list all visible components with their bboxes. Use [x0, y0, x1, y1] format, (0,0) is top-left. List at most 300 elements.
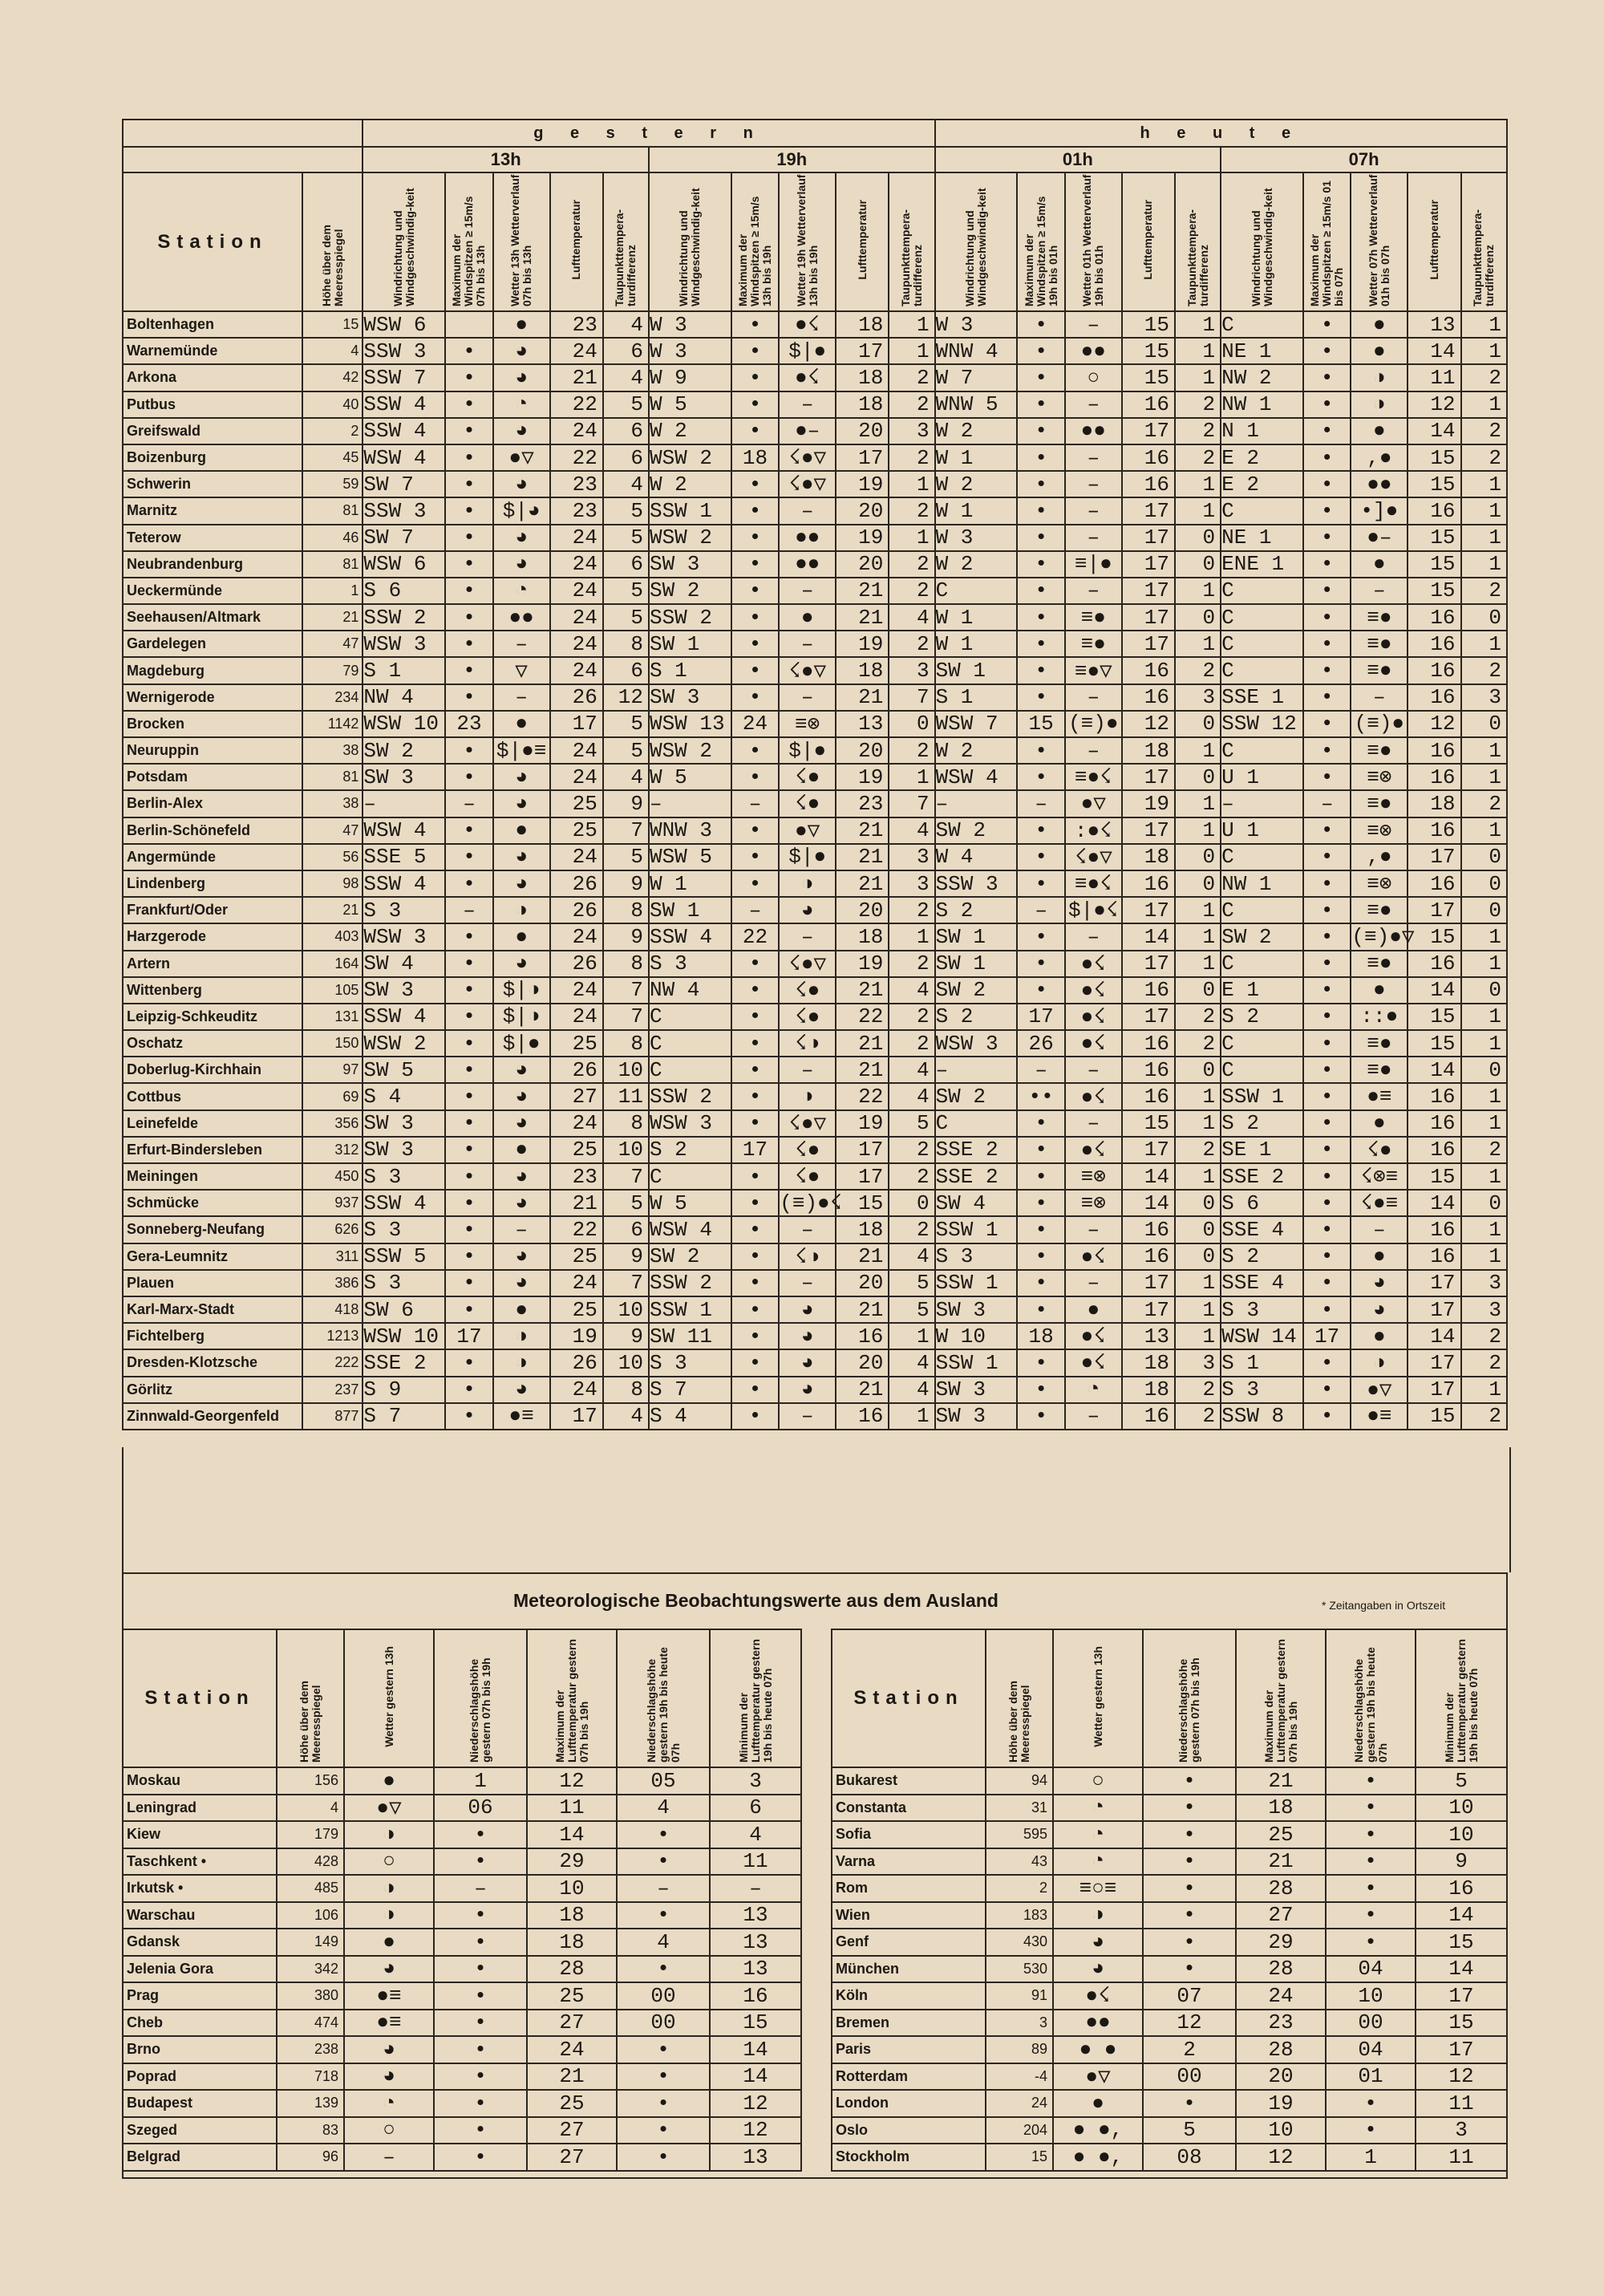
- table-cell: Zinnwald-Georgenfeld: [123, 1403, 302, 1430]
- table-cell: •: [731, 471, 779, 497]
- table-cell: ◔: [1065, 1377, 1122, 1403]
- table-cell: 403: [302, 923, 363, 950]
- table-cell: •: [445, 391, 492, 418]
- table-cell: 56: [302, 844, 363, 870]
- table-cell: 24: [550, 418, 603, 444]
- table-cell: •: [1303, 1057, 1351, 1083]
- table-cell: ☇⊗≡: [1351, 1163, 1408, 1190]
- table-cell: 5: [603, 1190, 649, 1216]
- table-cell: Wittenberg: [123, 977, 302, 1004]
- table-cell: 21: [836, 870, 889, 897]
- table-cell: ○: [344, 2117, 434, 2144]
- table-cell: •: [1017, 525, 1064, 551]
- table-cell: •: [1017, 844, 1064, 870]
- table-cell: ◕: [493, 1057, 550, 1083]
- table-row: [123, 1057, 1507, 1083]
- table-cell: 4: [889, 1083, 934, 1109]
- table-cell: 15: [710, 2010, 801, 2037]
- table-cell: SSE 2: [363, 1349, 445, 1376]
- table-cell: 0: [1461, 977, 1507, 1004]
- table-cell: WSW 4: [363, 444, 445, 471]
- table-cell: 25: [527, 2090, 617, 2117]
- table-cell: 1: [889, 1323, 934, 1349]
- table-cell: 22: [731, 923, 779, 950]
- table-cell: 4: [603, 1403, 649, 1430]
- table-cell: •: [1303, 1004, 1351, 1030]
- col-taupunkt-01h: Taupunkttempera-turdifferenz: [1185, 209, 1210, 306]
- table-cell: 19: [836, 764, 889, 790]
- table-cell: 2: [1175, 1137, 1221, 1163]
- table-cell: 19: [836, 525, 889, 551]
- table-cell: Genf: [832, 1929, 986, 1956]
- table-cell: 5: [889, 1296, 934, 1323]
- table-cell: 24: [550, 578, 603, 604]
- table-cell: 06: [434, 1795, 527, 1822]
- table-cell: ≡○≡: [1053, 1875, 1143, 1902]
- table-cell: •: [1326, 1821, 1416, 1848]
- table-cell: 17: [1408, 897, 1460, 923]
- table-cell: ◔: [1053, 1821, 1143, 1848]
- table-cell: 356: [302, 1110, 363, 1137]
- table-cell: 0: [1175, 1216, 1221, 1243]
- table-row: [832, 1875, 1507, 1902]
- table-cell: •: [1326, 1848, 1416, 1876]
- table-cell: 11: [1416, 2090, 1507, 2117]
- foreign-table-right-body: [832, 1767, 1507, 2171]
- table-cell: •: [445, 525, 492, 551]
- table-cell: 9: [603, 790, 649, 817]
- table-cell: •: [1303, 817, 1351, 844]
- table-cell: •: [731, 1110, 779, 1137]
- table-cell: Greifswald: [123, 418, 302, 444]
- table-cell: ●: [493, 711, 550, 737]
- table-cell: 16: [1122, 1057, 1175, 1083]
- table-cell: ◕: [344, 2036, 434, 2063]
- table-cell: Doberlug-Kirchhain: [123, 1057, 302, 1083]
- table-cell: ◕: [493, 551, 550, 578]
- table-cell: •: [1017, 418, 1064, 444]
- table-cell: 27: [1236, 1902, 1326, 1929]
- col-nieder1-right: Niederschlagshöhe gestern 07h bis 19h: [1177, 1657, 1201, 1763]
- table-cell: 5: [603, 711, 649, 737]
- table-cell: 4: [603, 471, 649, 497]
- table-row: [123, 977, 1507, 1004]
- table-cell: ● ●: [1053, 2036, 1143, 2063]
- table-cell: Rotterdam: [832, 2063, 986, 2091]
- table-cell: S 1: [935, 684, 1018, 711]
- table-cell: 21: [550, 364, 603, 391]
- table-cell: ●☇: [779, 311, 836, 338]
- table-cell: 0: [1175, 1243, 1221, 1270]
- table-row: [123, 951, 1507, 977]
- header-13h: 13h: [363, 147, 649, 172]
- col-min-left: Minimum der Lufttemperatur gestern 19h bis heute 07h: [736, 1638, 774, 1763]
- table-cell: S 3: [935, 1243, 1018, 1270]
- table-cell: 3: [1175, 684, 1221, 711]
- table-cell: Gardelegen: [123, 631, 302, 657]
- table-cell: 24: [550, 657, 603, 684]
- table-cell: S 4: [363, 1083, 445, 1109]
- table-cell: 26: [550, 1349, 603, 1376]
- table-cell: 10: [1416, 1821, 1507, 1848]
- table-cell: •: [731, 1377, 779, 1403]
- table-cell: ◑: [1351, 364, 1408, 391]
- table-cell: C: [1221, 737, 1303, 764]
- table-cell: 16: [1122, 870, 1175, 897]
- table-cell: –: [1065, 1110, 1122, 1137]
- table-cell: 24: [550, 1004, 603, 1030]
- table-cell: WSW 2: [363, 1030, 445, 1057]
- table-cell: (≡)●: [1351, 711, 1408, 737]
- table-cell: 16: [1122, 684, 1175, 711]
- table-cell: 97: [302, 1057, 363, 1083]
- table-cell: 1: [1461, 1377, 1507, 1403]
- table-cell: •: [445, 364, 492, 391]
- table-cell: ○: [1053, 1767, 1143, 1795]
- table-cell: 4: [710, 1821, 801, 1848]
- table-cell: 27: [527, 2010, 617, 2037]
- table-cell: •: [1303, 311, 1351, 338]
- table-cell: •: [1017, 1296, 1064, 1323]
- table-cell: C: [1221, 497, 1303, 524]
- table-cell: 18: [1122, 1377, 1175, 1403]
- table-cell: 1142: [302, 711, 363, 737]
- table-cell: W 1: [935, 631, 1018, 657]
- table-cell: 2: [1175, 1377, 1221, 1403]
- table-cell: ●≡: [344, 2010, 434, 2037]
- table-cell: 14: [1416, 1902, 1507, 1929]
- table-cell: SW 7: [363, 525, 445, 551]
- table-cell: 13: [710, 1902, 801, 1929]
- table-cell: 2: [889, 631, 934, 657]
- table-cell: 22: [550, 444, 603, 471]
- foreign-table-left: [122, 1629, 802, 2172]
- table-cell: 28: [1236, 2036, 1326, 2063]
- table-cell: 7: [603, 977, 649, 1004]
- table-cell: 1: [889, 525, 934, 551]
- table-cell: 2: [889, 1163, 934, 1190]
- table-cell: –: [779, 1216, 836, 1243]
- table-cell: •: [1303, 1083, 1351, 1109]
- table-cell: •: [731, 391, 779, 418]
- table-cell: 4: [889, 1243, 934, 1270]
- table-cell: 47: [302, 631, 363, 657]
- table-cell: 474: [277, 2010, 344, 2037]
- table-cell: ●: [344, 1767, 434, 1795]
- table-cell: •: [1017, 1190, 1064, 1216]
- table-cell: 17: [731, 1137, 779, 1163]
- table-cell: ◕: [493, 364, 550, 391]
- table-cell: –: [1221, 790, 1303, 817]
- table-cell: 15: [1416, 2010, 1507, 2037]
- table-cell: ☇●▽: [779, 444, 836, 471]
- table-cell: 26: [550, 870, 603, 897]
- table-cell: 2: [889, 1216, 934, 1243]
- table-cell: 13: [1408, 311, 1460, 338]
- table-cell: W 1: [649, 870, 731, 897]
- table-cell: Budapest: [123, 2090, 277, 2117]
- table-cell: 3: [889, 844, 934, 870]
- col-hoehe-left: Höhe über dem Meeresspiegel: [298, 1681, 322, 1763]
- table-cell: Bukarest: [832, 1767, 986, 1795]
- table-cell: ◔: [1053, 1795, 1143, 1822]
- table-cell: ◕: [1351, 1270, 1408, 1296]
- table-cell: S 6: [1221, 1190, 1303, 1216]
- table-cell: 22: [550, 1216, 603, 1243]
- table-row: [123, 1848, 801, 1876]
- table-cell: ≡●: [1351, 737, 1408, 764]
- table-cell: Poprad: [123, 2063, 277, 2091]
- table-cell: S 3: [649, 1349, 731, 1376]
- table-cell: •: [445, 844, 492, 870]
- table-cell: SSE 4: [1221, 1216, 1303, 1243]
- table-row: [832, 1795, 1507, 1822]
- table-cell: ●: [493, 1137, 550, 1163]
- table-cell: W 2: [649, 471, 731, 497]
- table-row: [123, 1030, 1507, 1057]
- table-cell: Wien: [832, 1902, 986, 1929]
- table-cell: –: [1017, 897, 1064, 923]
- table-cell: 718: [277, 2063, 344, 2091]
- table-cell: •: [1303, 364, 1351, 391]
- table-cell: •: [1143, 1956, 1236, 1983]
- table-cell: 7: [889, 684, 934, 711]
- table-cell: •: [445, 551, 492, 578]
- table-cell: WSW 10: [363, 711, 445, 737]
- table-cell: 2: [889, 364, 934, 391]
- table-cell: •: [1017, 551, 1064, 578]
- table-cell: 69: [302, 1083, 363, 1109]
- table-cell: ●≡: [344, 1982, 434, 2010]
- col-nieder1-left: Niederschlagshöhe gestern 07h bis 19h: [468, 1657, 492, 1763]
- col-max-left: Maximum der Lufttemperatur gestern 07h bis 19h: [553, 1638, 590, 1763]
- table-cell: •: [731, 1030, 779, 1057]
- table-cell: 4: [302, 338, 363, 364]
- table-row: [832, 1821, 1507, 1848]
- table-cell: •: [1017, 1163, 1064, 1190]
- table-cell: 15: [302, 311, 363, 338]
- table-cell: 20: [836, 897, 889, 923]
- table-row: [123, 1323, 1507, 1349]
- table-cell: ○: [1065, 364, 1122, 391]
- table-cell: Frankfurt/Oder: [123, 897, 302, 923]
- table-cell: 1: [1461, 1030, 1507, 1057]
- table-cell: 10: [603, 1349, 649, 1376]
- table-cell: •: [1017, 923, 1064, 950]
- table-cell: Oslo: [832, 2117, 986, 2144]
- table-row: [123, 604, 1507, 631]
- table-cell: 17: [1122, 578, 1175, 604]
- table-cell: 16: [1416, 1875, 1507, 1902]
- table-cell: ☇●▽: [779, 1110, 836, 1137]
- table-row: [832, 1956, 1507, 1983]
- table-cell: •: [1143, 1848, 1236, 1876]
- table-cell: 5: [889, 1270, 934, 1296]
- table-cell: W 5: [649, 764, 731, 790]
- table-cell: –: [493, 631, 550, 657]
- table-cell: 23: [445, 711, 492, 737]
- table-cell: 17: [1408, 1349, 1460, 1376]
- table-cell: •: [434, 2090, 527, 2117]
- table-cell: 1: [1461, 817, 1507, 844]
- table-cell: –: [935, 1057, 1018, 1083]
- table-cell: -4: [986, 2063, 1053, 2091]
- table-cell: •: [731, 977, 779, 1004]
- table-cell: 877: [302, 1403, 363, 1430]
- table-cell: –: [1065, 923, 1122, 950]
- table-cell: ☇●: [779, 1004, 836, 1030]
- table-cell: 19: [1122, 790, 1175, 817]
- table-cell: ●: [1351, 977, 1408, 1004]
- table-cell: C: [1221, 578, 1303, 604]
- table-cell: •: [1303, 897, 1351, 923]
- table-cell: München: [832, 1956, 986, 1983]
- table-cell: C: [649, 1163, 731, 1190]
- col-wetter-13h: Wetter 13h Wetterverlauf 07h bis 13h: [508, 174, 534, 306]
- table-cell: S 3: [363, 897, 445, 923]
- time-note: * Zeitangaben in Ortszeit: [1322, 1599, 1446, 1612]
- table-cell: ●≡: [493, 1403, 550, 1430]
- table-row: [832, 2090, 1507, 2117]
- table-cell: 5: [603, 604, 649, 631]
- table-cell: 17: [1408, 1377, 1460, 1403]
- table-cell: •: [731, 951, 779, 977]
- table-cell: 81: [302, 764, 363, 790]
- table-cell: C: [649, 1057, 731, 1083]
- table-cell: 1: [1175, 897, 1221, 923]
- table-row: [123, 1377, 1507, 1403]
- table-cell: 1: [1461, 923, 1507, 950]
- table-cell: ◑: [344, 1875, 434, 1902]
- table-cell: ☇◑: [779, 1243, 836, 1270]
- table-cell: ◕: [493, 790, 550, 817]
- table-cell: 15: [1408, 1030, 1460, 1057]
- table-cell: Teterow: [123, 525, 302, 551]
- table-cell: 19: [550, 1323, 603, 1349]
- table-cell: •: [1326, 1875, 1416, 1902]
- table-cell: 23: [1236, 2010, 1326, 2037]
- table-cell: ☇●▽: [779, 951, 836, 977]
- table-cell: 595: [986, 1821, 1053, 1848]
- table-cell: SW 7: [363, 471, 445, 497]
- table-cell: 1: [1461, 1110, 1507, 1137]
- table-cell: ●: [493, 817, 550, 844]
- table-cell: 05: [617, 1767, 710, 1795]
- table-cell: 4: [889, 1377, 934, 1403]
- table-cell: 96: [277, 2144, 344, 2171]
- table-cell: SW 6: [363, 1296, 445, 1323]
- table-cell: 485: [277, 1875, 344, 1902]
- column-gap: [800, 1629, 831, 2179]
- table-cell: 6: [603, 1216, 649, 1243]
- table-cell: •: [445, 1057, 492, 1083]
- table-cell: •: [731, 578, 779, 604]
- table-cell: –: [731, 897, 779, 923]
- table-cell: 14: [1408, 1190, 1460, 1216]
- table-cell: 150: [302, 1030, 363, 1057]
- col-taupunkt-07h: Taupunkttempera-turdifferenz: [1471, 209, 1497, 306]
- table-cell: 14: [527, 1821, 617, 1848]
- table-cell: •: [445, 951, 492, 977]
- table-cell: 2: [889, 551, 934, 578]
- table-cell: 1: [1175, 923, 1221, 950]
- table-cell: W 1: [935, 444, 1018, 471]
- table-row: [123, 1296, 1507, 1323]
- table-cell: ,●: [1351, 844, 1408, 870]
- table-cell: 106: [277, 1902, 344, 1929]
- table-cell: •: [1017, 471, 1064, 497]
- table-cell: ≡●▽: [1065, 657, 1122, 684]
- table-cell: 2: [1175, 1030, 1221, 1057]
- table-cell: 40: [302, 391, 363, 418]
- table-cell: ●●: [493, 604, 550, 631]
- table-cell: ◕: [493, 471, 550, 497]
- table-cell: •: [445, 1190, 492, 1216]
- table-cell: 24: [550, 604, 603, 631]
- table-cell: •: [1303, 1349, 1351, 1376]
- table-cell: SSW 3: [363, 338, 445, 364]
- table-cell: •: [731, 737, 779, 764]
- table-cell: 24: [550, 764, 603, 790]
- table-cell: •: [445, 1377, 492, 1403]
- table-cell: Artern: [123, 951, 302, 977]
- table-cell: 1: [889, 764, 934, 790]
- table-row: [123, 1349, 1507, 1376]
- table-cell: 12: [603, 684, 649, 711]
- table-row: [123, 1163, 1507, 1190]
- table-row: [123, 631, 1507, 657]
- table-cell: •: [1143, 1902, 1236, 1929]
- table-cell: •: [1303, 1216, 1351, 1243]
- table-cell: 8: [603, 1110, 649, 1137]
- table-cell: 312: [302, 1137, 363, 1163]
- table-cell: 12: [527, 1767, 617, 1795]
- table-cell: 1: [1175, 1110, 1221, 1137]
- table-cell: 1: [1326, 2144, 1416, 2171]
- table-cell: ••: [1017, 1083, 1064, 1109]
- table-row: [123, 2144, 801, 2171]
- table-row: [123, 391, 1507, 418]
- table-cell: NW 1: [1221, 870, 1303, 897]
- table-cell: 386: [302, 1270, 363, 1296]
- table-cell: •: [1326, 1767, 1416, 1795]
- table-cell: 6: [710, 1795, 801, 1822]
- table-cell: 17: [836, 1137, 889, 1163]
- table-cell: •: [731, 1270, 779, 1296]
- table-cell: •: [1303, 525, 1351, 551]
- table-cell: Neuruppin: [123, 737, 302, 764]
- table-cell: Moskau: [123, 1767, 277, 1795]
- table-cell: 5: [1416, 1767, 1507, 1795]
- table-cell: 13: [710, 1929, 801, 1956]
- table-cell: SW 2: [649, 1243, 731, 1270]
- table-cell: 2: [889, 1004, 934, 1030]
- table-cell: 1: [889, 338, 934, 364]
- table-cell: 4: [603, 311, 649, 338]
- table-cell: W 2: [935, 737, 1018, 764]
- table-cell: 25: [550, 1137, 603, 1163]
- table-cell: ◑: [1351, 391, 1408, 418]
- table-cell: WSW 3: [363, 631, 445, 657]
- table-cell: 17: [1303, 1323, 1351, 1349]
- table-cell: 2: [889, 497, 934, 524]
- table-cell: ◕: [493, 1163, 550, 1190]
- table-cell: 1: [1175, 364, 1221, 391]
- table-cell: ●☇: [1065, 1243, 1122, 1270]
- table-cell: SSE 4: [1221, 1270, 1303, 1296]
- table-cell: 1: [1175, 631, 1221, 657]
- table-row: [123, 711, 1507, 737]
